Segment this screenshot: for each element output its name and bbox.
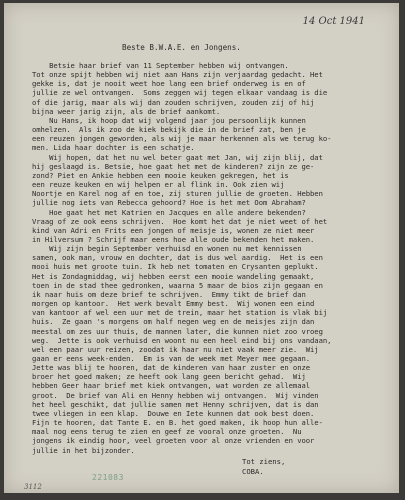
body-line: gekke is, dat je nooit weet hoe lang een brief onderweg is en of [32,79,306,89]
body-line: jongens ik eindig hoor, veel groeten voor al onze vrienden en voor [32,436,315,446]
body-line: meestal om zes uur thuis, de mannen later, die kunnen niet zoo vroeg [32,326,323,336]
body-line: ik naar huis om deze brief te schrijven. Emmy tikt de brief dan [32,289,306,299]
body-line: jullie in het bijzonder. [32,445,135,455]
corner-note: 3112 [24,483,42,491]
handwritten-date: 14 Oct 1941 [302,16,365,27]
body-line: hij geslaagd is. Betsie, hoe gaat het met de kinderen? zijn ze ge- [32,161,315,171]
body-line: maal nog eens terug te zien en geef ze vooral onze groeten. Nu [32,427,302,437]
body-line: Het is Zondagmiddag, wij hebben eerst een mooie wandeling gemaakt, [32,271,315,281]
body-line: Jette was blij te hooren, dat de kinderen van haar zuster en onze [32,363,311,373]
body-line: Fijn te hooren, dat Tante E. en B. het goed maken, ik hoop hun alle- [32,418,323,428]
body-line: toen in de stad thee gedronken, waarna 5 maar de bios zijn gegaan en [32,280,323,290]
body-line: kind van Adri en Frits een jongen of meisje is, wonen ze niet meer [32,225,315,235]
salutation: Beste B.W.A.E. en Jongens. [122,43,241,52]
body-line: het heel geschikt, dat jullie samen met Henny schrijven, dat is dan [32,399,319,409]
letter-sheet [4,3,399,493]
body-line: jullie nog iets van Rebecca gehoord? Hoe is het met Oom Abraham? [32,198,306,208]
body-line: Hoe gaat het met Katrien en Jacques en alle andere bekenden? [32,207,306,217]
body-line: twee vliegen in een klap. Douwe en Iete kunnen dat ook best doen. [32,408,315,418]
body-line: of die jarig, maar als wij dan zouden schrijven, zouden zij of hij [32,97,315,107]
body-line: groot. De brief van Ali en Henny hebben wij ontvangen. Wij vinden [32,390,319,400]
closing-text: Tot ziens, [242,457,286,466]
body-line: morgen op kantoor. Het werk bevalt Emmy best. Wij wonen een eind [32,299,315,309]
body-line: bijna weer jarig zijn, als de brief aankomt. [32,106,221,116]
body-line: Vraag of ze ook eens schrijven. Hoe komt het dat je niet weet of het [32,216,328,226]
body-line: van kantoor af wel een uur met de trein, maar het station is vlak bij [32,308,328,318]
body-line: mooi huis met groote tuin. Ik heb net tomaten en Crysanten geplukt. [32,262,319,272]
body-line: huis. Ze gaan 's morgens om half negen weg en de meisjes zijn dan [32,317,315,327]
body-line: een reuzen jongen geworden, als wij je maar herkennen als we terug ko- [32,134,332,144]
body-line: omhelzen. Als ik zoo de kiek bekijk die in de brief zat, ben je [32,125,306,135]
body-line: Nu Hans, ik hoop dat wij volgend jaar jou persoonlijk kunnen [32,115,306,125]
body-line: Betsie haar brief van 11 September hebben wij ontvangen. [32,61,289,70]
body-line: een reuze keuken en wij helpen er al flink in. Ook zien wij [32,180,285,190]
body-line: broer het goed maken; ze heeft ook lang geen bericht gehad. Wij [32,372,306,382]
body-line: Wij zijn begin September verhuisd en wonen nu met kennissen [32,244,302,254]
body-line: jullie ze wel ontvangen. Soms zeggen wij tegen elkaar vandaag is die [32,88,328,98]
body-line: Noortje en Karel nog af en toe, zij sturen jullie de groeten. Hebben [32,189,323,199]
body-line: samen, ook man, vrouw en dochter, dat is dus wel aardig. Het is een [32,253,323,263]
signature: COBA. [242,467,264,476]
body-line: wel een paar uur reizen, zoodat ik haar nu niet vaak meer zie. Wij [32,344,319,354]
letter-body [32,61,392,455]
body-line: in Hilversum ? Schrijf maar eens hoe alle oude bekenden het maken. [32,234,315,244]
body-line: weg. Jette is ook verhuisd en woont nu een heel eind bij ons vandaan, [32,335,332,345]
body-line: men. Lida haar dochter is een schatje. [32,143,195,153]
body-line: gaan er eens week-enden. Em is van de week met Meyer mee gegaan. [32,354,311,363]
body-line: Tot onze spijt hebben wij niet aan Hans zijn verjaardag gedacht. Het [32,70,323,80]
archive-stamp: 221083 [92,473,124,482]
body-line: zond? Piet en Ankie hebben een mooie keuken gekregen, het is [32,170,289,180]
body-line: Wij hopen, dat het nu wel beter gaat met Jan, wij zijn blij, dat [32,152,323,162]
body-line: hebben Geer haar brief met kiek ontvangen, wat worden ze allemaal [32,381,311,391]
letter-closing [242,457,285,477]
